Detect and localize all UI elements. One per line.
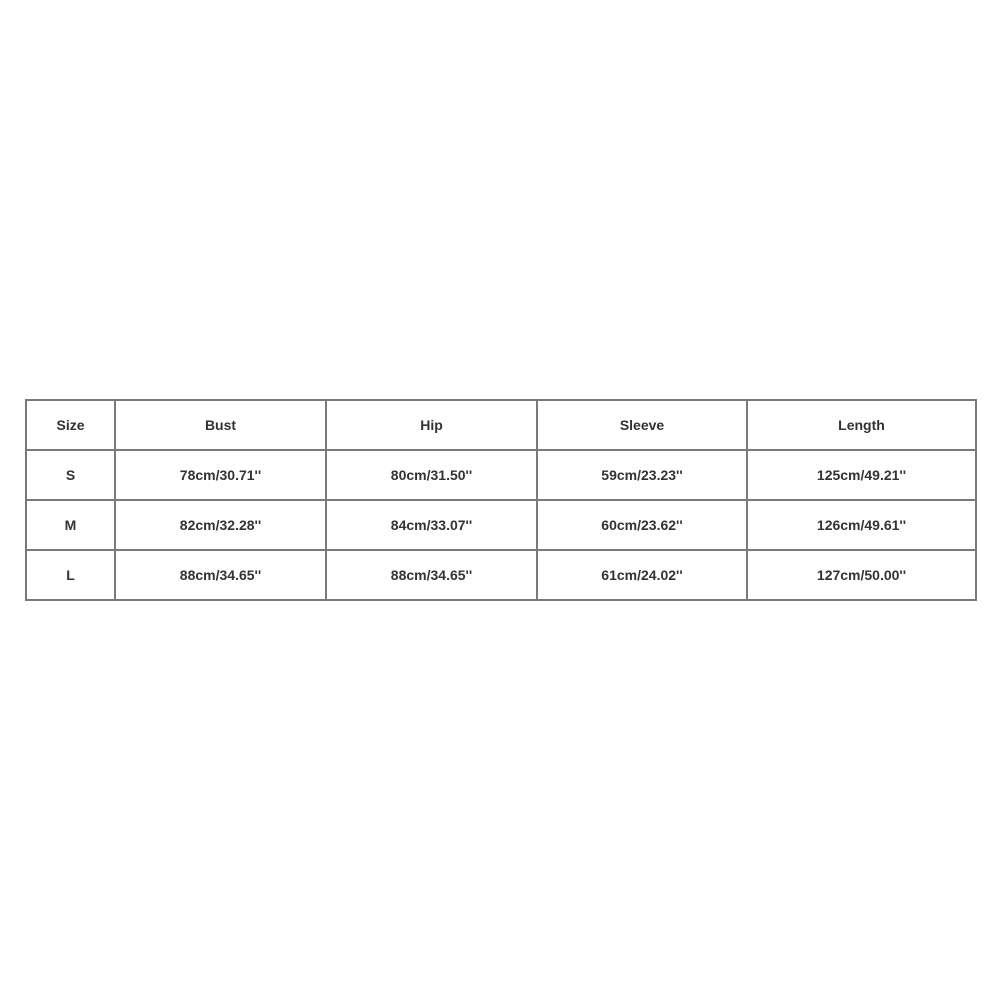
size-cell: M bbox=[26, 500, 115, 550]
size-cell: L bbox=[26, 550, 115, 600]
size-cell: S bbox=[26, 450, 115, 500]
bust-cell: 88cm/34.65'' bbox=[115, 550, 326, 600]
hip-cell: 88cm/34.65'' bbox=[326, 550, 537, 600]
header-cell-length: Length bbox=[747, 400, 976, 450]
table-row bbox=[26, 450, 976, 500]
sleeve-cell: 61cm/24.02'' bbox=[537, 550, 747, 600]
table-header-row bbox=[26, 400, 976, 450]
table-row bbox=[26, 550, 976, 600]
table-row bbox=[26, 500, 976, 550]
header-cell-hip: Hip bbox=[326, 400, 537, 450]
hip-cell: 80cm/31.50'' bbox=[326, 450, 537, 500]
bust-cell: 82cm/32.28'' bbox=[115, 500, 326, 550]
header-cell-sleeve: Sleeve bbox=[537, 400, 747, 450]
length-cell: 126cm/49.61'' bbox=[747, 500, 976, 550]
header-cell-bust: Bust bbox=[115, 400, 326, 450]
sleeve-cell: 59cm/23.23'' bbox=[537, 450, 747, 500]
length-cell: 127cm/50.00'' bbox=[747, 550, 976, 600]
size-chart-table bbox=[25, 399, 977, 601]
header-cell-size: Size bbox=[26, 400, 115, 450]
length-cell: 125cm/49.21'' bbox=[747, 450, 976, 500]
hip-cell: 84cm/33.07'' bbox=[326, 500, 537, 550]
sleeve-cell: 60cm/23.62'' bbox=[537, 500, 747, 550]
bust-cell: 78cm/30.71'' bbox=[115, 450, 326, 500]
